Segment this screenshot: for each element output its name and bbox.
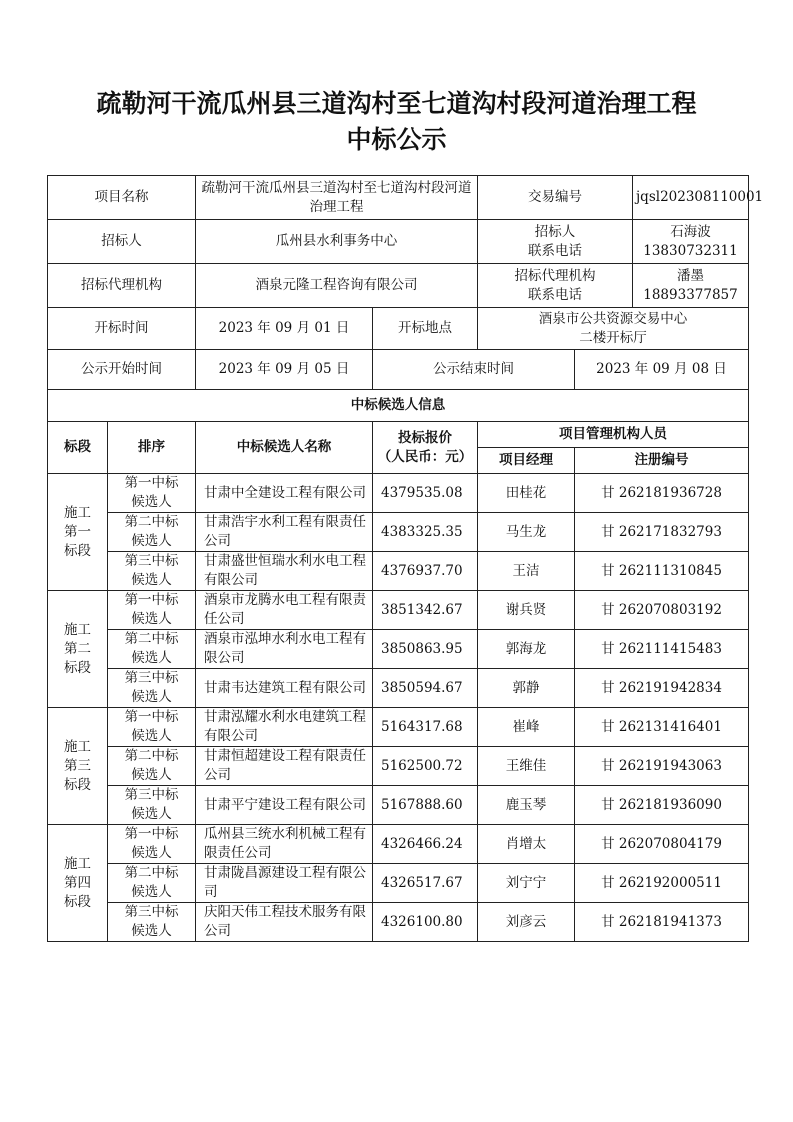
project-manager: 马生龙 — [478, 513, 575, 552]
lot-label-line: 标段 — [64, 776, 91, 793]
table-row — [48, 513, 749, 552]
header-price — [373, 422, 478, 474]
candidate-name: 甘肃陇昌源建设工程有限公司 — [196, 864, 373, 903]
candidate-name: 甘肃平宁建设工程有限公司 — [196, 786, 373, 825]
lot-label-line: 第四 — [64, 874, 91, 891]
trade-no-label: 交易编号 — [478, 176, 633, 220]
registration-number: 甘 262070804179 — [575, 825, 749, 864]
rank-line2: 候选人 — [131, 884, 172, 900]
trade-no-value: jqsl202308110001 — [633, 176, 749, 220]
lot-label-line: 施工 — [64, 738, 91, 755]
rank-line1: 第二中标 — [124, 514, 179, 530]
lot-cell — [48, 474, 108, 591]
rank-cell — [108, 786, 196, 825]
header-name: 中标候选人名称 — [196, 422, 373, 474]
tenderer-row — [48, 220, 749, 264]
table-row — [48, 552, 749, 591]
notice-title: 疏勒河干流瓜州县三道沟村至七道沟村段河道治理工程 — [96, 89, 697, 118]
candidate-name: 甘肃盛世恒瑞水利水电工程有限公司 — [196, 552, 373, 591]
bid-price: 5164317.68 — [373, 708, 478, 747]
pub-end-value: 2023 年 09 月 08 日 — [575, 350, 749, 390]
registration-number: 甘 262191943063 — [575, 747, 749, 786]
agency-label: 招标代理机构 — [48, 264, 196, 308]
project-manager: 王洁 — [478, 552, 575, 591]
registration-number: 甘 262171832793 — [575, 513, 749, 552]
candidate-name: 酒泉市龙腾水电工程有限责任公司 — [196, 591, 373, 630]
bid-price: 5162500.72 — [373, 747, 478, 786]
rank-cell — [108, 474, 196, 513]
project-name-value: 疏勒河干流瓜州县三道沟村至七道沟村段河道治理工程 — [196, 176, 478, 220]
open-place-label: 开标地点 — [373, 308, 478, 350]
bid-price: 4326517.67 — [373, 864, 478, 903]
header-price-line1: 投标报价 — [398, 429, 452, 446]
tenderer-phone-label-line1: 招标人 — [534, 223, 576, 240]
tenderer-phone-label — [478, 220, 633, 264]
award-notice-table — [47, 175, 764, 942]
section-title-row — [48, 390, 749, 422]
tenderer-value: 瓜州县水利事务中心 — [196, 220, 478, 264]
candidate-name: 甘肃泓耀水利水电建筑工程有限公司 — [196, 708, 373, 747]
rank-cell — [108, 669, 196, 708]
registration-number: 甘 262070803192 — [575, 591, 749, 630]
rank-cell — [108, 591, 196, 630]
project-manager: 郭静 — [478, 669, 575, 708]
rank-line1: 第三中标 — [124, 670, 179, 686]
rank-line1: 第二中标 — [124, 865, 179, 881]
tenderer-label: 招标人 — [48, 220, 196, 264]
table-row — [48, 903, 749, 942]
registration-number: 甘 262131416401 — [575, 708, 749, 747]
candidate-rows — [48, 474, 749, 942]
registration-number: 甘 262111415483 — [575, 630, 749, 669]
candidate-name: 甘肃韦达建筑工程有限公司 — [196, 669, 373, 708]
lot-cell — [48, 825, 108, 942]
bid-price: 4326100.80 — [373, 903, 478, 942]
registration-number: 甘 262191942834 — [575, 669, 749, 708]
tenderer-phone: 13830732311 — [643, 242, 738, 259]
rank-line2: 候选人 — [131, 728, 172, 744]
rank-line1: 第三中标 — [124, 787, 179, 803]
lot-cell — [48, 708, 108, 825]
agency-phone-label — [478, 264, 633, 308]
rank-line1: 第二中标 — [124, 748, 179, 764]
rank-line1: 第一中标 — [124, 592, 179, 608]
table-row — [48, 786, 749, 825]
registration-number: 甘 262192000511 — [575, 864, 749, 903]
lot-label-line: 第二 — [64, 640, 91, 657]
table-row — [48, 708, 749, 747]
publicity-row — [48, 350, 749, 390]
header-mgmt: 项目管理机构人员 — [478, 422, 749, 448]
bid-price: 3851342.67 — [373, 591, 478, 630]
rank-cell — [108, 903, 196, 942]
lot-label-line: 标段 — [64, 659, 91, 676]
open-time-label: 开标时间 — [48, 308, 196, 350]
candidate-name: 酒泉市泓坤水利水电工程有限公司 — [196, 630, 373, 669]
rank-line1: 第二中标 — [124, 631, 179, 647]
open-place-line2: 二楼开标厅 — [579, 329, 647, 346]
pub-start-value: 2023 年 09 月 05 日 — [196, 350, 373, 390]
lot-label-line: 施工 — [64, 504, 91, 521]
rank-line2: 候选人 — [131, 533, 172, 549]
pub-end-label: 公示结束时间 — [373, 350, 575, 390]
candidate-name: 甘肃中全建设工程有限公司 — [196, 474, 373, 513]
open-row — [48, 308, 749, 350]
registration-number: 甘 262111310845 — [575, 552, 749, 591]
agency-phone-value — [633, 264, 749, 308]
lot-label-line: 第一 — [64, 523, 91, 540]
lot-label-line: 施工 — [64, 855, 91, 872]
tenderer-phone-label-line2: 联系电话 — [528, 242, 582, 259]
tenderer-phone-value — [633, 220, 749, 264]
rank-line2: 候选人 — [131, 689, 172, 705]
rank-line2: 候选人 — [131, 650, 172, 666]
project-manager: 郭海龙 — [478, 630, 575, 669]
rank-line2: 候选人 — [131, 923, 172, 939]
rank-cell — [108, 708, 196, 747]
table-row — [48, 474, 749, 513]
rank-cell — [108, 864, 196, 903]
lot-label-line: 第三 — [64, 757, 91, 774]
rank-line2: 候选人 — [131, 494, 172, 510]
open-time-value: 2023 年 09 月 01 日 — [196, 308, 373, 350]
lot-label-line: 标段 — [64, 893, 91, 910]
header-manager: 项目经理 — [478, 448, 575, 474]
lot-label-line: 施工 — [64, 621, 91, 638]
bid-price: 4376937.70 — [373, 552, 478, 591]
bid-price: 3850863.95 — [373, 630, 478, 669]
tenderer-contact: 石海波 — [670, 223, 711, 240]
project-manager: 鹿玉琴 — [478, 786, 575, 825]
header-rank: 排序 — [108, 422, 196, 474]
candidate-name: 甘肃恒超建设工程有限责任公司 — [196, 747, 373, 786]
candidate-name: 甘肃浩宇水利工程有限责任公司 — [196, 513, 373, 552]
open-place-value — [478, 308, 749, 350]
agency-row — [48, 264, 749, 308]
notice-subtitle: 中标公示 — [346, 125, 447, 154]
bid-price: 4379535.08 — [373, 474, 478, 513]
registration-number: 甘 262181936090 — [575, 786, 749, 825]
agency-contact: 潘墨 — [677, 267, 704, 284]
project-name-row — [48, 176, 749, 220]
rank-cell — [108, 630, 196, 669]
rank-cell — [108, 552, 196, 591]
agency-phone-label-line2: 联系电话 — [528, 286, 582, 303]
table-row — [48, 747, 749, 786]
rank-line2: 候选人 — [131, 767, 172, 783]
candidates-section-title: 中标候选人信息 — [48, 390, 749, 422]
candidate-name: 庆阳天伟工程技术服务有限公司 — [196, 903, 373, 942]
table-row — [48, 825, 749, 864]
header-row-1 — [48, 422, 749, 448]
project-manager: 田桂花 — [478, 474, 575, 513]
bid-price: 4383325.35 — [373, 513, 478, 552]
project-manager: 崔峰 — [478, 708, 575, 747]
project-manager: 刘彦云 — [478, 903, 575, 942]
rank-line1: 第一中标 — [124, 475, 179, 491]
project-manager: 王维佳 — [478, 747, 575, 786]
rank-line1: 第一中标 — [124, 826, 179, 842]
rank-line1: 第一中标 — [124, 709, 179, 725]
bid-price: 4326466.24 — [373, 825, 478, 864]
pub-start-label: 公示开始时间 — [48, 350, 196, 390]
rank-line1: 第三中标 — [124, 553, 179, 569]
project-manager: 刘宁宁 — [478, 864, 575, 903]
rank-line1: 第三中标 — [124, 904, 179, 920]
header-lot: 标段 — [48, 422, 108, 474]
header-reg-no: 注册编号 — [575, 448, 749, 474]
rank-line2: 候选人 — [131, 845, 172, 861]
rank-cell — [108, 825, 196, 864]
table-row — [48, 630, 749, 669]
lot-cell — [48, 591, 108, 708]
rank-line2: 候选人 — [131, 572, 172, 588]
agency-value: 酒泉元隆工程咨询有限公司 — [196, 264, 478, 308]
project-manager: 谢兵贤 — [478, 591, 575, 630]
project-name-label: 项目名称 — [48, 176, 196, 220]
table-row — [48, 669, 749, 708]
rank-cell — [108, 747, 196, 786]
candidate-name: 瓜州县三统水利机械工程有限责任公司 — [196, 825, 373, 864]
rank-line2: 候选人 — [131, 806, 172, 822]
registration-number: 甘 262181941373 — [575, 903, 749, 942]
rank-line2: 候选人 — [131, 611, 172, 627]
header-price-line2: （人民币：元） — [377, 448, 473, 465]
table-row — [48, 591, 749, 630]
rank-cell — [108, 513, 196, 552]
open-place-line1: 酒泉市公共资源交易中心 — [538, 310, 688, 327]
bid-price: 5167888.60 — [373, 786, 478, 825]
registration-number: 甘 262181936728 — [575, 474, 749, 513]
bid-price: 3850594.67 — [373, 669, 478, 708]
table-row — [48, 864, 749, 903]
agency-phone-label-line1: 招标代理机构 — [514, 267, 596, 284]
project-manager: 肖增太 — [478, 825, 575, 864]
lot-label-line: 标段 — [64, 542, 91, 559]
agency-phone: 18893377857 — [643, 286, 738, 303]
